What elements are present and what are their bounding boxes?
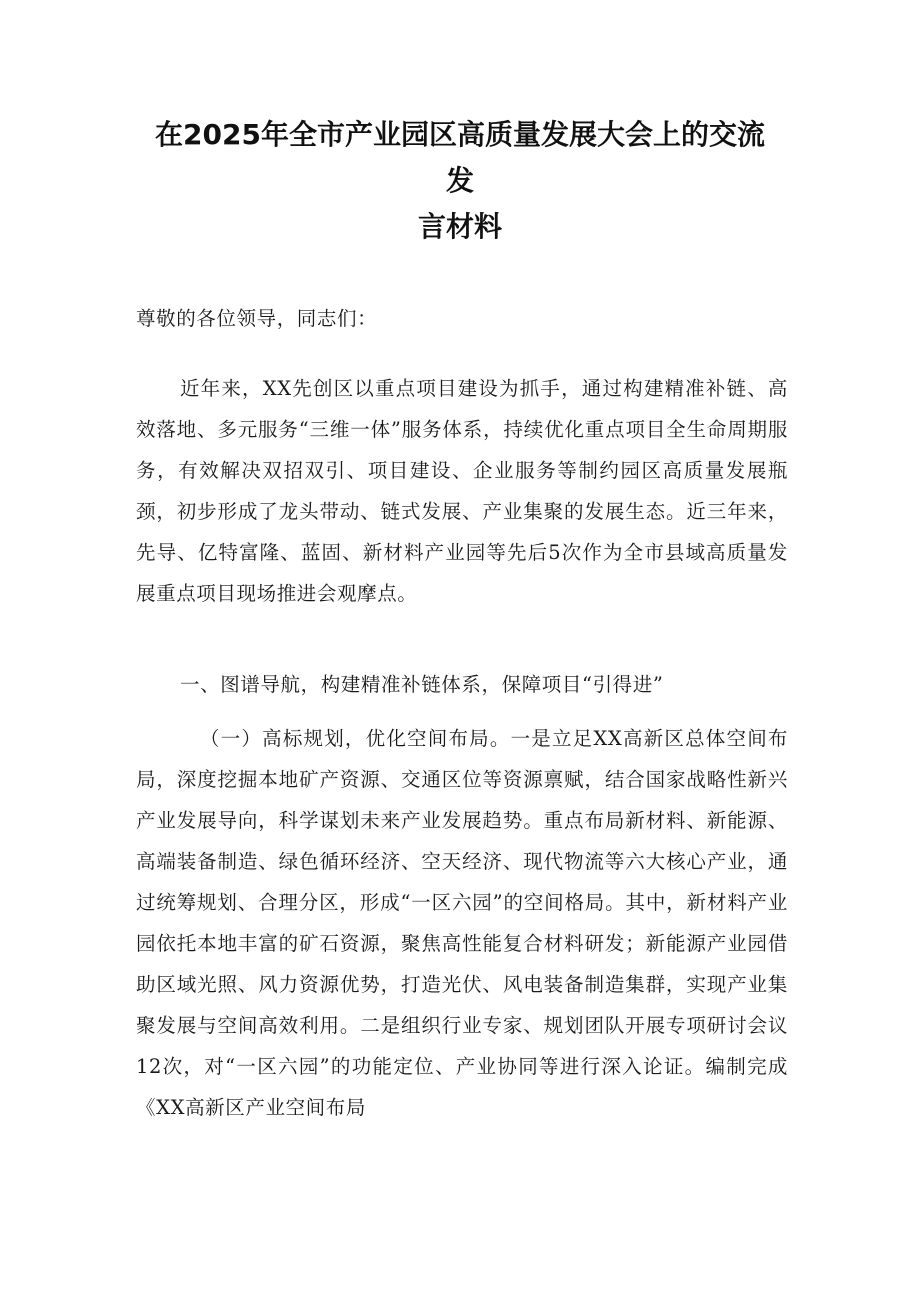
paragraph-intro: 近年来，XX先创区以重点项目建设为抓手，通过构建精准补链、高效落地、多元服务“三维一体”服务体系，持续优化重点项目全生命周期服务，有效解决双招双引、项目建设、企业服务等制约园区高质量发展瓶颈，初步形成了龙头带动、链式发展、产业集聚的发展生态。近三年来，先导、亿特富隆、蓝固、新材料产业园等先后5次作为全市县域高质量发展重点项目现场推进会观摩点。 (136, 377, 788, 605)
paragraph-planning: （一）高标规划，优化空间布局。一是立足XX高新区总体空间布局，深度挖掘本地矿产资源、交通区位等资源禀赋，结合国家战略性新兴产业发展导向，科学谋划未来产业发展趋势。重点布局新材料、新能源、高端装备制造、绿色循环经济、空天经济、现代物流等六大核心产业，通过统筹规划、合理分区，形成“一区六园”的空间格局。其中，新材料产业园依托本地丰富的矿石资源，聚焦高性能复合材料研发；新能源产业园借助区域光照、风力资源优势，打造光伏、风电装备制造集群，实现产业集聚发展与空间高效利用。二是组织行业专家、规划团队开展专项研讨会议12次，对“一区六园”的功能定位、产业协同等进行深入论证。编制完成《XX高新区产业空间布局 (136, 727, 788, 1119)
salutation: 尊敬的各位领导，同志们： (136, 307, 378, 330)
title-line-2: 言材料 (417, 210, 502, 243)
title-line-1: 在2025年全市产业园区高质量发展大会上的交流发 (155, 118, 765, 197)
section-heading-1: 一、图谱导航，构建精准补链体系，保障项目“引得进” (180, 673, 664, 696)
document-title (150, 112, 770, 250)
